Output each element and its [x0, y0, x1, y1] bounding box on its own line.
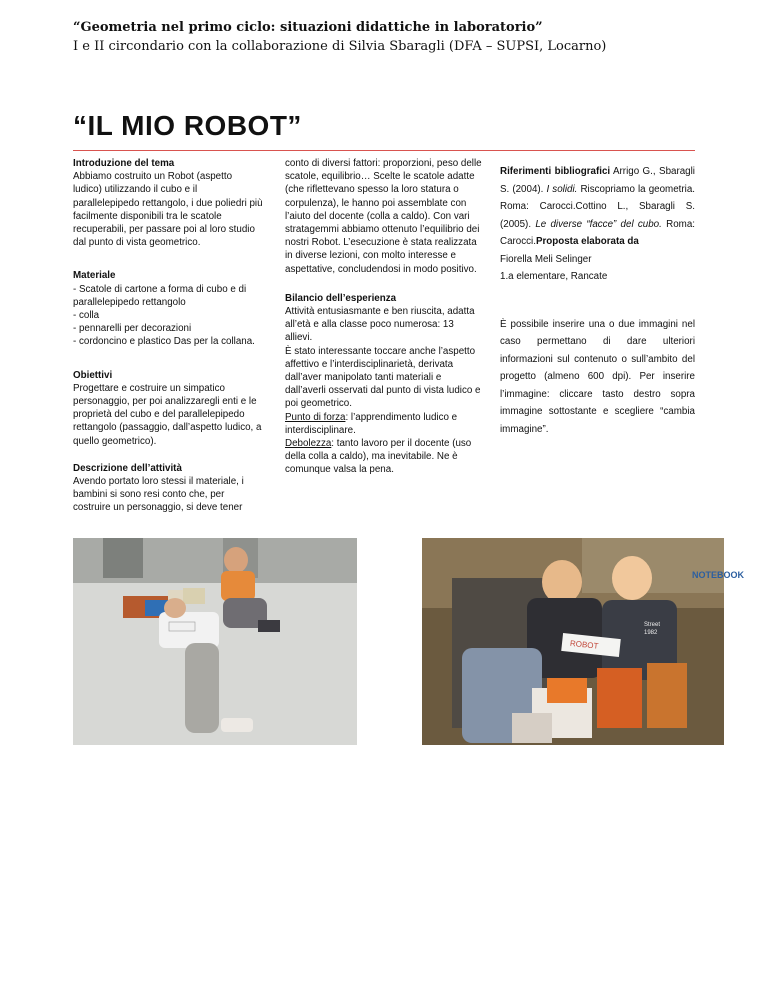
- page-title: “IL MIO ROBOT”: [73, 110, 302, 141]
- debolezza-label: Debolezza: [285, 438, 332, 450]
- forza-text: : l’apprendimento ludico e interdisciplinare.: [285, 411, 458, 436]
- descrizione-heading: Descrizione dell’attività: [73, 462, 182, 474]
- bilancio-heading: Bilancio dell’esperienza: [285, 292, 397, 304]
- title-divider: [73, 150, 695, 151]
- wall-text: NOTEBOOK: [692, 570, 745, 580]
- author-name: Fiorella Meli Selinger: [500, 253, 592, 265]
- materiale-item: - colla: [73, 310, 100, 322]
- shirt-text-1: Street: [644, 622, 661, 628]
- riferimenti-text-3: Roma: Carocci.: [500, 218, 695, 247]
- riferimenti-title-1: I solidi.: [546, 183, 578, 195]
- forza-label: Punto di forza: [285, 411, 346, 423]
- image-note: È possibile inserire una o due immagini nel caso permettano di dare ulteriori informazioni sul contenuto o sull’ambito del progetto (almeno 600 dpi). Per inserire l’immagine: cliccare tasto destro sopra immagine sottostante e scegliere “cambia immagine”.: [500, 318, 695, 435]
- proposta-label: Proposta elaborata da: [535, 236, 639, 247]
- punto-di-forza: [285, 411, 483, 437]
- section-introduzione: [73, 157, 263, 249]
- photo-children-robot-image: [422, 538, 745, 745]
- materiale-item: - pennarelli per decorazioni: [73, 323, 192, 335]
- intro-text: Abbiamo costruito un Robot (aspetto ludico) utilizzando il cubo e il parallelepipedo rettangolo, i due poliedri più facilmente disponibili tra le scatole recuperabili, per passare poi al loro studio dal punto di vista geometrico.: [73, 171, 263, 249]
- descrizione-text: Avendo portato loro stessi il materiale, i bambini si sono resi conto che, per costruire un personaggio, si deve tener: [73, 476, 244, 514]
- school-class: 1.a elementare, Rancate: [500, 271, 608, 282]
- column-3: [500, 157, 695, 438]
- debolezza-text: : tanto lavoro per il docente (uso della colla a caldo), ma inevitabile. Ne è comunque valsa la pena.: [285, 438, 472, 476]
- section-obiettivi: [73, 369, 263, 448]
- materiale-item: - cordoncino e plastico Das per la collana.: [73, 336, 255, 348]
- descrizione-continued: conto di diversi fattori: proporzioni, peso delle scatole, equilibrio… Scelte le scatole adatte (che riflettevano spesso la loro statura o corpulenza), le hanno poi assemblate con l’aiuto del docente (colla a caldo). Con vari stratagemmi abbiamo ottenuto l’equilibrio dei nostri Robot. L’esecuzione è stata realizzata in diverse lezioni, con molto interesse e aspettative, concludendosi in modo positivo.: [285, 158, 482, 275]
- riferimenti-text-2: Riscopriamo la geometria. Roma: Carocci.Cottino L., Sbaragli S. (2005).: [500, 183, 695, 230]
- section-descrizione: [73, 462, 263, 515]
- header-line-1: “Geometria nel primo ciclo: situazioni didattiche in laboratorio”: [73, 20, 543, 35]
- materiale-item: - Scatole di cartone a forma di cubo e di parallelepipedo rettangolo: [73, 283, 247, 308]
- bilancio-text-2: È stato interessante toccare anche l’aspetto affettivo e l’interdisciplinarietà, derivata dall’aver manipolato tanti materiali e dall’averli osservati dal punto di vista ludico e poi geometrico.: [285, 345, 481, 410]
- section-materiale: [73, 269, 263, 348]
- paper-label: ROBOT: [569, 638, 599, 651]
- obiettivi-heading: Obiettivi: [73, 369, 113, 381]
- bilancio-text-1: Attività entusiasmante e ben riuscita, adatta all’età e alla classe poco numerosa: 13 allievi.: [285, 306, 475, 344]
- materiale-heading: Materiale: [73, 270, 116, 282]
- riferimenti-title-2: Le diverse “facce” del cubo.: [535, 218, 662, 230]
- riferimenti-label: Riferimenti bibliografici: [500, 166, 611, 177]
- riferimenti-bibliografici: [500, 163, 695, 251]
- section-bilancio: [285, 292, 483, 477]
- intro-heading: Introduzione del tema: [73, 158, 175, 169]
- obiettivi-text: Progettare e costruire un simpatico personaggio, per poi analizzaregli enti e le proprietà del cubo e del parallelepipedo rettangolo (passaggio, dall’aspetto ludico, a quello geometrico).: [73, 382, 262, 447]
- riferimenti-text-1: Arrigo G., Sbaragli S. (2004).: [500, 166, 695, 195]
- shirt-text-2: 1982: [644, 630, 658, 636]
- column-2: [285, 157, 483, 491]
- photo-robot-floor-image: [73, 538, 357, 745]
- header-line-2: I e II circondario con la collaborazione di Silvia Sbaragli (DFA – SUPSI, Locarno): [73, 39, 607, 54]
- column-1: [73, 157, 263, 529]
- photo-robot-floor: [73, 538, 357, 745]
- photo-children-robot: [422, 538, 745, 745]
- debolezza: [285, 437, 483, 477]
- header: [73, 20, 713, 54]
